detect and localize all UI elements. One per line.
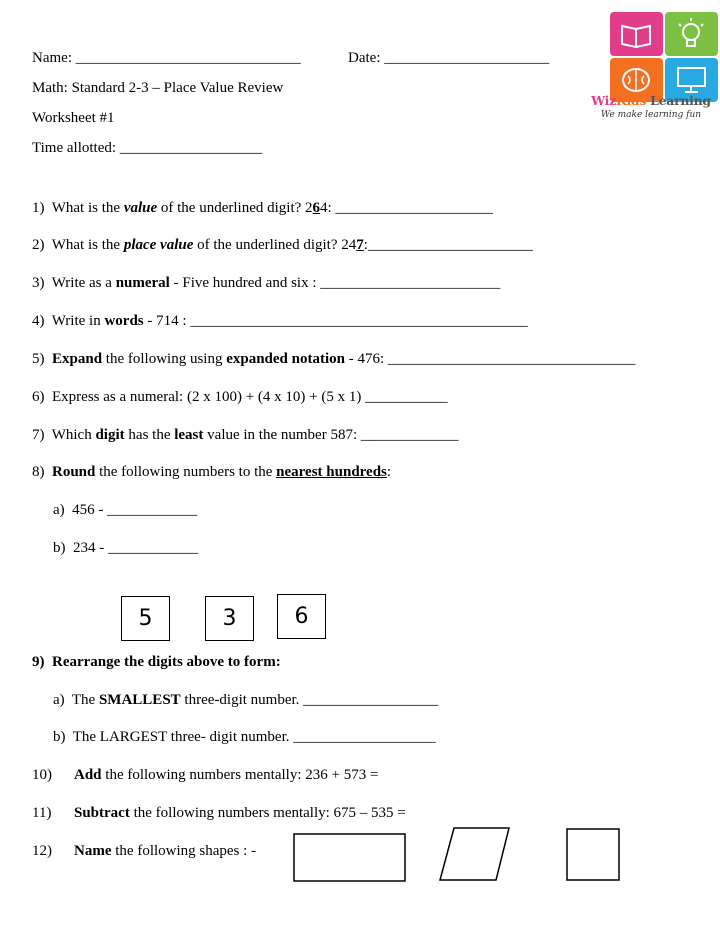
question-number: 5) <box>32 351 45 367</box>
logo-tagline: We make learning fun <box>600 110 702 120</box>
answer-blank[interactable]: 234 - ____________ <box>73 540 198 556</box>
answer-blank[interactable]: The LARGEST three- digit number. ___________________ <box>72 729 436 745</box>
digit-box: 3 <box>205 596 254 641</box>
question-number: 7) <box>32 427 45 443</box>
question-number: 3) <box>32 275 45 291</box>
question-10-text: Add the following numbers mentally: 236 + 573 = <box>74 767 379 783</box>
question-7: 7) Which digit has the least value in the number 587: _____________ <box>32 427 459 443</box>
answer-blank[interactable]: 456 - ____________ <box>72 502 198 518</box>
question-number: 10) <box>32 767 52 783</box>
subject-line: Math: Standard 2-3 – Place Value Review <box>32 80 284 96</box>
book-icon <box>610 12 663 56</box>
question-9a: a) The SMALLEST three-digit number. __________________ <box>53 692 439 708</box>
square-shape <box>566 828 621 882</box>
question-8a: a) 456 - ____________ <box>53 502 198 518</box>
name-blank[interactable]: ______________________________ <box>75 50 301 66</box>
answer-blank[interactable]: :______________________ <box>363 237 533 253</box>
question-10 <box>32 766 52 784</box>
name-field[interactable] <box>32 49 301 67</box>
question-number: 2) <box>32 237 45 253</box>
question-number: 6) <box>32 389 45 405</box>
question-number: 4) <box>32 313 45 329</box>
question-number: 12) <box>32 843 52 859</box>
answer-blank[interactable]: three-digit number. __________________ <box>180 692 439 708</box>
time-blank[interactable]: ___________________ <box>119 140 263 156</box>
logo-brand: WizKids Learning <box>591 93 711 108</box>
underlined-digit: 7 <box>356 237 364 253</box>
answer-blank[interactable]: value in the number 587: _____________ <box>203 427 459 443</box>
question-12-text: Name the following shapes : - <box>74 843 257 859</box>
question-number: 11) <box>32 805 52 821</box>
digit-box: 5 <box>121 596 170 641</box>
answer-blank[interactable]: - 476: _________________________________ <box>345 351 636 367</box>
worksheet-title: Worksheet #1 <box>32 110 115 126</box>
digit-box: 6 <box>277 594 326 639</box>
date-blank[interactable]: ______________________ <box>384 50 550 66</box>
question-8: 8) Round the following numbers to the nearest hundreds: <box>32 464 392 480</box>
lightbulb-icon <box>665 12 718 56</box>
question-4: 4) Write in words - 714 : _____________________________________________ <box>32 313 528 329</box>
question-1: 1) What is the value of the underlined digit? 264: _____________________ <box>32 200 493 216</box>
rectangle-shape <box>293 833 407 883</box>
question-6 <box>32 388 448 406</box>
answer-blank[interactable]: - Five hundred and six : ________________________ <box>169 275 501 291</box>
question-8b: b) 234 - ____________ <box>53 540 198 556</box>
question-5: 5) Expand the following using expanded notation - 476: _________________________________ <box>32 351 636 367</box>
question-9: 9) Rearrange the digits above to form: <box>32 654 281 670</box>
time-allotted-field[interactable] <box>32 139 262 157</box>
answer-blank[interactable]: Express as a numeral: (2 x 100) + (4 x 10) + (5 x 1) ___________ <box>52 389 448 405</box>
question-number: 9) <box>32 654 45 670</box>
question-number: 1) <box>32 200 45 216</box>
question-2: 2) What is the place value of the underlined digit? 247:______________________ <box>32 237 533 253</box>
date-label: Date: <box>348 50 385 66</box>
question-12 <box>32 842 52 860</box>
question-11 <box>32 804 51 822</box>
answer-blank[interactable]: 4: _____________________ <box>320 200 493 216</box>
name-label: Name: <box>32 50 76 66</box>
question-11-text: Subtract the following numbers mentally: 675 – 535 = <box>74 805 406 821</box>
question-3: 3) Write as a numeral - Five hundred and six : ________________________ <box>32 275 501 291</box>
underlined-digit: 6 <box>312 200 321 216</box>
question-number: 8) <box>32 464 45 480</box>
time-label: Time allotted: <box>32 140 120 156</box>
answer-blank[interactable]: - 714 : _____________________________________________ <box>143 313 528 329</box>
parallelogram-shape <box>438 826 512 882</box>
question-9b: b) The LARGEST three- digit number. ___________________ <box>53 729 436 745</box>
date-field[interactable] <box>348 49 549 67</box>
